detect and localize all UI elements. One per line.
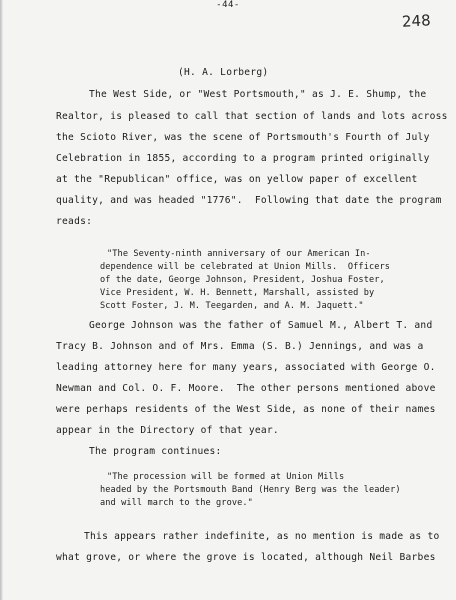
paragraph3-line: what grove, or where the grove is located, although Neil Barbes <box>56 552 436 563</box>
paragraph1-line: Realtor, is pleased to call that section of lands and lots across <box>56 111 448 122</box>
handwritten-page-number: 248 <box>401 11 432 31</box>
paragraph2-line: were perhaps residents of the West Side, as none of their names <box>56 404 436 415</box>
quote1-line: dependence will be celebrated at Union Mills. Officers <box>100 262 391 272</box>
paragraph3-line: This appears rather indefinite, as no mention is made as to <box>84 531 440 542</box>
quote1-line: "The Seventy-ninth anniversary of our American In- <box>107 249 371 259</box>
quote2-line: headed by the Portsmouth Band (Henry Berg was the leader) <box>100 485 401 495</box>
paragraph1-line: at the "Republican" office, was on yellow paper of excellent <box>56 174 418 185</box>
page-edge-shadow <box>0 0 3 600</box>
paragraph2-line: George Johnson was the father of Samuel M., Albert T. and <box>89 320 433 331</box>
paragraph1-line: quality, and was headed "1776". Following that date the program <box>56 195 442 206</box>
quote2-line: "The procession will be formed at Union Mills <box>107 472 345 482</box>
quote1-line: Scott Foster, J. M. Teegarden, and A. M. Jaquett." <box>100 301 364 311</box>
page-number: -44- <box>216 0 240 10</box>
paragraph2-line: Newman and Col. O. F. Moore. The other persons mentioned above <box>56 383 436 394</box>
paragraph1-line: The West Side, or "West Portsmouth," as J. E. Shump, the <box>89 89 427 100</box>
paragraph1-line: Celebration in 1855, according to a program printed originally <box>56 153 430 164</box>
paragraph2-line: leading attorney here for many years, associated with George O. <box>56 362 436 373</box>
quote1-line: Vice President, W. H. Bennett, Marshall, assisted by <box>100 288 375 298</box>
paragraph1-line: reads: <box>56 216 93 227</box>
continues-line: The program continues: <box>89 446 222 457</box>
quote1-line: of the date, George Johnson, President, Joshua Foster, <box>100 275 385 285</box>
paragraph1-line: the Scioto River, was the scene of Portsmouth's Fourth of July <box>56 132 430 143</box>
quote2-line: and will march to the grove." <box>100 498 253 508</box>
paragraph2-line: appear in the Directory of that year. <box>56 425 279 436</box>
author-attribution: (H. A. Lorberg) <box>178 67 269 78</box>
paragraph2-line: Tracy B. Johnson and of Mrs. Emma (S. B.) Jennings, and was a <box>56 341 424 352</box>
